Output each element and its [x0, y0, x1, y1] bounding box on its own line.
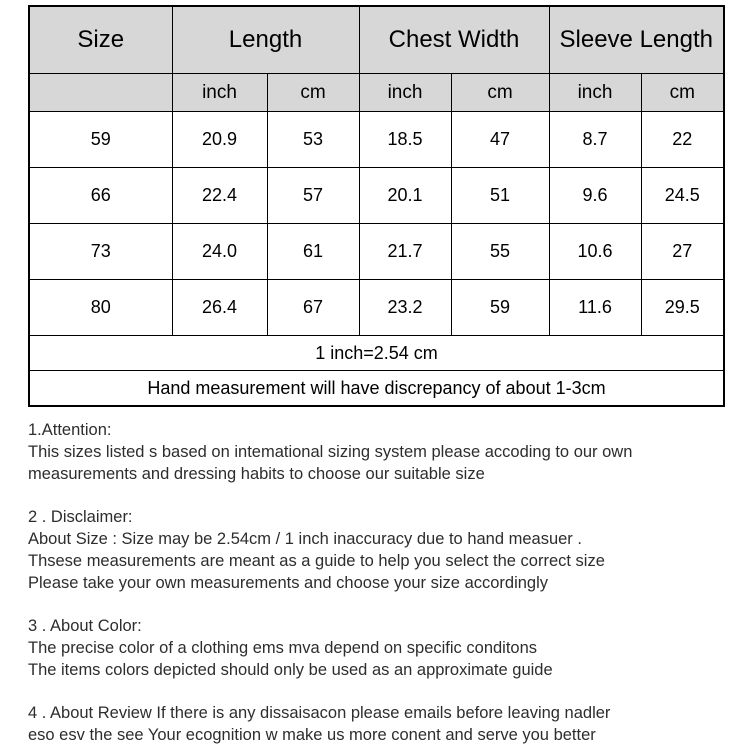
table-units-row: [29, 74, 724, 112]
description-text: [28, 419, 728, 750]
header-length: Length: [172, 6, 359, 74]
section-title: 2 . Disclaimer:: [28, 508, 133, 526]
section-about-review: [28, 702, 728, 746]
data-cell: 24.0: [172, 224, 267, 280]
data-cell: 23.2: [359, 280, 451, 336]
section-line: About Size : Size may be 2.54cm / 1 inch inaccuracy due to hand measuer .: [28, 530, 582, 548]
data-cell: 22.4: [172, 168, 267, 224]
table-note-row: [29, 336, 724, 371]
data-cell: 51: [451, 168, 549, 224]
section-title: 3 . About Color:: [28, 617, 142, 635]
data-cell: 24.5: [641, 168, 724, 224]
table-row: [29, 280, 724, 336]
section-line: eso esv the see Your ecognition w make us more conent and serve you better: [28, 726, 596, 744]
section-line: Please take your own measurements and choose your size accordingly: [28, 574, 549, 592]
unit-cell-chest-inch: inch: [359, 74, 451, 112]
data-cell: 22: [641, 112, 724, 168]
size-cell: 73: [29, 224, 172, 280]
size-table: [28, 5, 725, 407]
data-cell: 59: [451, 280, 549, 336]
section-title: 1.Attention:: [28, 421, 112, 439]
table-row: [29, 112, 724, 168]
data-cell: 57: [267, 168, 359, 224]
section-line: The precise color of a clothing ems mva depend on specific conditons: [28, 639, 538, 657]
data-cell: 9.6: [549, 168, 641, 224]
unit-cell-sleeve-cm: cm: [641, 74, 724, 112]
data-cell: 20.1: [359, 168, 451, 224]
header-size: Size: [29, 6, 172, 74]
data-cell: 61: [267, 224, 359, 280]
header-sleeve-length: Sleeve Length: [549, 6, 724, 74]
section-about-color: [28, 615, 728, 681]
size-cell: 66: [29, 168, 172, 224]
data-cell: 10.6: [549, 224, 641, 280]
size-cell: 59: [29, 112, 172, 168]
section-title: 4 . About Review If there is any dissaisacon please emails before leaving nadler: [28, 704, 611, 722]
section-line: The items colors depicted should only be used as an approximate guide: [28, 661, 553, 679]
data-cell: 20.9: [172, 112, 267, 168]
data-cell: 8.7: [549, 112, 641, 168]
section-disclaimer: [28, 506, 728, 594]
data-cell: 21.7: [359, 224, 451, 280]
table-note-row: [29, 371, 724, 407]
data-cell: 11.6: [549, 280, 641, 336]
inch-conversion-note: 1 inch=2.54 cm: [29, 336, 724, 371]
table-row: [29, 168, 724, 224]
table-header-row: [29, 6, 724, 74]
unit-cell-length-inch: inch: [172, 74, 267, 112]
data-cell: 55: [451, 224, 549, 280]
data-cell: 29.5: [641, 280, 724, 336]
section-line: This sizes listed s based on intemational sizing system please accoding to our own: [28, 443, 633, 461]
unit-cell-sleeve-inch: inch: [549, 74, 641, 112]
section-attention: [28, 419, 728, 485]
unit-cell-chest-cm: cm: [451, 74, 549, 112]
size-cell: 80: [29, 280, 172, 336]
section-line: Thsese measurements are meant as a guide to help you select the correct size: [28, 552, 605, 570]
data-cell: 26.4: [172, 280, 267, 336]
header-chest-width: Chest Width: [359, 6, 549, 74]
data-cell: 67: [267, 280, 359, 336]
hand-measurement-note: Hand measurement will have discrepancy of about 1-3cm: [29, 371, 724, 407]
data-cell: 47: [451, 112, 549, 168]
data-cell: 27: [641, 224, 724, 280]
section-line: measurements and dressing habits to choose our suitable size: [28, 465, 485, 483]
data-cell: 53: [267, 112, 359, 168]
unit-cell-length-cm: cm: [267, 74, 359, 112]
table-row: [29, 224, 724, 280]
data-cell: 18.5: [359, 112, 451, 168]
units-empty-cell: [29, 74, 172, 112]
